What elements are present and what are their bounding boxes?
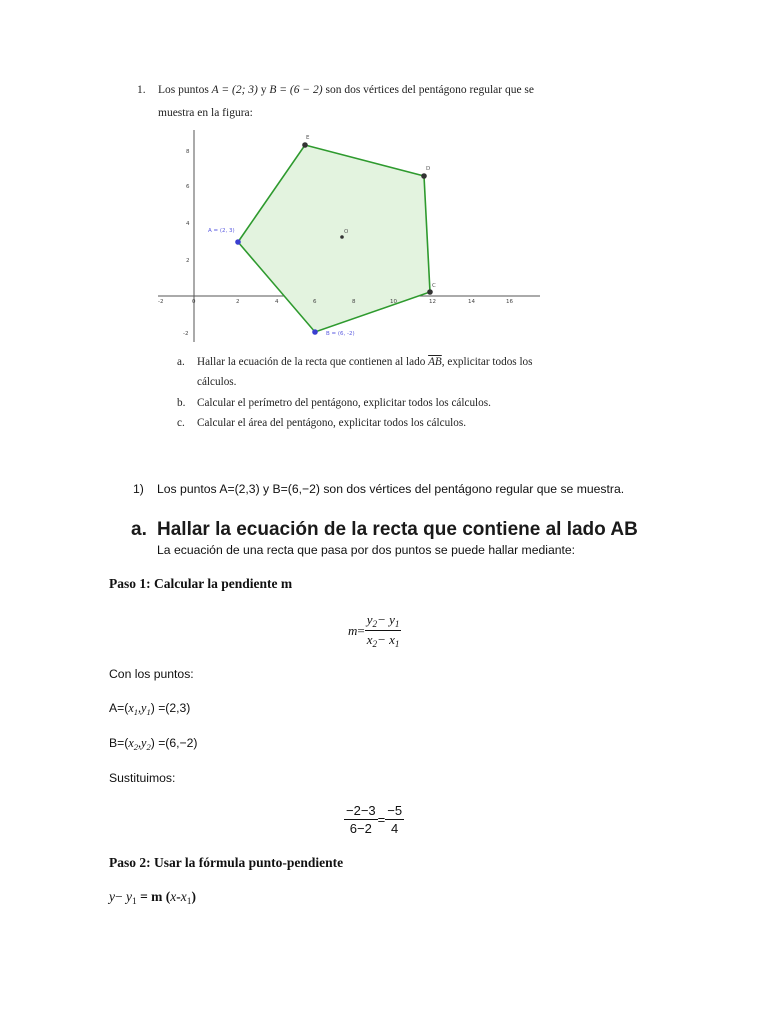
section-heading: Hallar la ecuación de la recta que contiene al lado AB <box>157 519 638 540</box>
question-c-text: Calcular el área del pentágono, explicitar todos los cálculos. <box>197 417 467 429</box>
x-tick-label: 12 <box>429 299 436 305</box>
x-tick-label: 16 <box>506 299 513 305</box>
answer-intro-text: Los puntos A=(2,3) y B=(6,−2) son dos vértices del pentágono regular que se muestra. <box>157 482 625 496</box>
question-a-continuation: cálculos. <box>197 376 237 388</box>
vertex-c-point <box>427 289 433 295</box>
y-tick-label: 8 <box>186 149 190 155</box>
y-tick-label: 4 <box>186 221 190 227</box>
substitution-formula: $\frac{-2-3}{6-2}$ = $\frac{-5}{4}$ <box>346 803 403 836</box>
question-b-letter: b. <box>177 397 186 409</box>
section-subtitle: La ecuación de una recta que pasa por dos puntos se puede hallar mediante: <box>157 543 576 557</box>
question-b-text: Calcular el perímetro del pentágono, explicitar todos los cálculos. <box>197 397 491 409</box>
vertex-d-point <box>421 173 427 179</box>
point-a-assignment: $A=(x_1,y_1) =(2,3)$ <box>109 701 191 717</box>
question-c-letter: c. <box>177 417 185 429</box>
pentagon-figure <box>150 130 550 345</box>
step-2-title: Paso 2: Usar la fórmula punto-pendiente <box>109 855 344 870</box>
point-b-formula: B = (6 − 2) <box>269 84 323 96</box>
exercise-line-1: Los puntos A = (2; 3) y B = (6 − 2) son dos vértices del pentágono regular que se <box>158 84 535 96</box>
vertex-b-point <box>312 329 318 335</box>
label-o: O <box>344 229 349 235</box>
step-1-title: Paso 1: Calcular la pendiente m <box>109 576 293 591</box>
label-d: D <box>426 166 431 172</box>
label-b: B = (6, -2) <box>326 331 355 337</box>
question-a-letter: a. <box>177 356 185 368</box>
slope-formula: m = $\frac{y_2- y_1}{x_2- x_1}$ <box>348 612 400 649</box>
with-points-label: Con los puntos: <box>109 667 194 681</box>
x-tick-label: 14 <box>468 299 475 305</box>
x-tick-label: -2 <box>158 299 164 305</box>
label-e: E <box>306 135 310 141</box>
x-tick-label: 10 <box>390 299 397 305</box>
vertex-a-point <box>235 239 241 245</box>
y-tick-label: 6 <box>186 184 190 190</box>
point-a-formula: A = (2; 3) <box>211 84 258 96</box>
point-b-assignment: $B=(x_2,y_2) =(6,-2)$ <box>109 736 198 752</box>
answer-intro-number: 1) <box>133 482 144 496</box>
x-tick-label: 4 <box>275 299 279 305</box>
exercise-line-2: muestra en la figura: <box>158 107 253 119</box>
pentagon-shape <box>238 145 430 332</box>
point-slope-formula: $y- y_1 = m$ $(x-x_1)$ <box>109 889 196 907</box>
y-tick-label: 2 <box>186 258 190 264</box>
segment-ab: $\overline{AB}$ <box>428 356 442 368</box>
label-a: A = (2, 3) <box>208 228 235 234</box>
heading-letter: a. <box>131 519 147 540</box>
substitute-label: Sustituimos: <box>109 771 176 785</box>
vertex-e-point <box>302 142 308 148</box>
question-a-text: Hallar la ecuación de la recta que contienen al lado $\overline{AB}$, explicitar todos los <box>197 356 533 368</box>
y-tick-label: -2 <box>183 331 189 337</box>
exercise-number: 1. <box>137 84 146 96</box>
x-tick-label: 0 <box>192 299 196 305</box>
x-tick-label: 2 <box>236 299 240 305</box>
x-tick-label: 8 <box>352 299 356 305</box>
x-tick-label: 6 <box>313 299 317 305</box>
y-tick-labels <box>183 149 190 337</box>
label-c: C <box>432 283 436 289</box>
center-o-point <box>340 235 344 239</box>
